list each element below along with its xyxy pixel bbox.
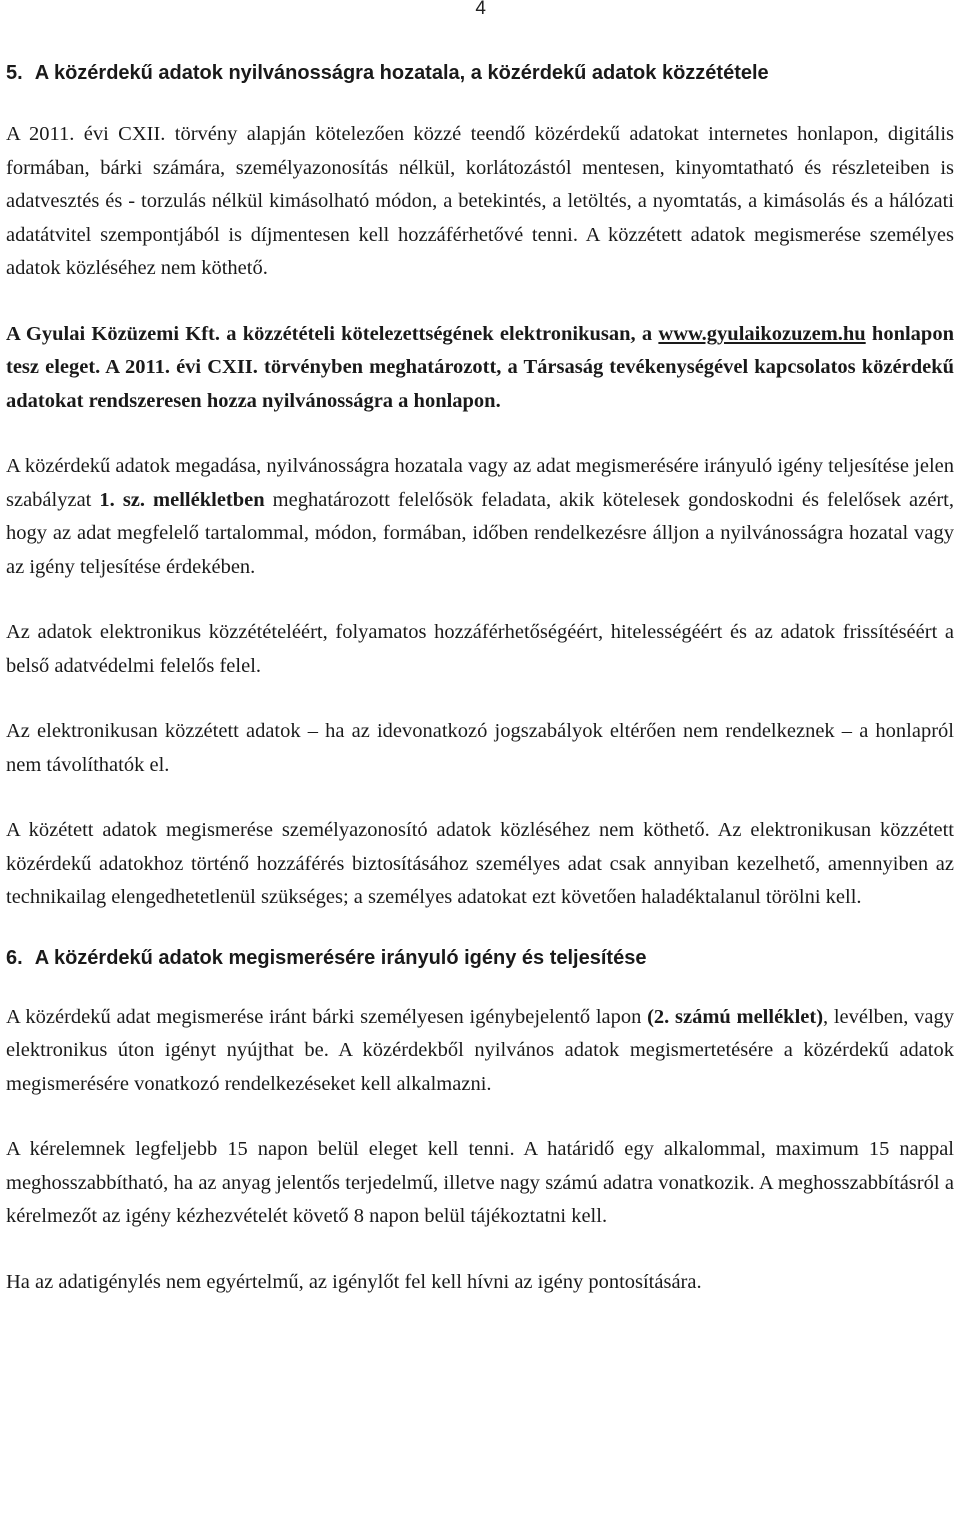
- section-5-number: 5.: [6, 62, 23, 84]
- section-5-paragraph-5: Az elektronikusan közzétett adatok – ha az idevonatkozó jogszabályok eltérően nem rendelkeznek – a honlapról nem távolíthatók el.: [6, 720, 954, 776]
- section-5-paragraph-3: [6, 450, 954, 584]
- p3-text-a: A közérdekű adatok megadása, nyilvánosságra hozatala vagy az adat megismerésére irányuló igény teljesítése jelen szabályzat: [6, 455, 954, 511]
- website-link[interactable]: www.gyulaikozuzem.hu: [658, 322, 866, 345]
- page-number: 4: [475, 0, 486, 19]
- section-6-paragraph-2: A kérelemnek legfeljebb 15 napon belül eleget kell tenni. A határidő egy alkalommal, maximum 15 nappal meghosszabbítható, ha az anyag jelentős terjedelmű, illetve nagy számú adatra vonatkozik. A meghosszabbításról a kérelmezőt az igény kézhezvételét követő 8 napon belül tájékoztatni kell.: [6, 1138, 954, 1227]
- p2-text-before: A Gyulai Közüzemi Kft. a közzétételi kötelezettségének elektronikusan, a: [6, 322, 659, 345]
- section-6-number: 6.: [6, 946, 23, 969]
- section-5-paragraph-4: Az adatok elektronikus közzétételéért, folyamatos hozzáférhetőségéért, hitelességéért és az adatok frissítéséért a belső adatvédelmi felelős felel.: [6, 621, 954, 677]
- section-6-paragraph-1: [6, 1001, 954, 1102]
- s6p1-text-b: , levélben, vagy elektronikus úton igényt nyújthat be. A közérdekből nyilvános adatok megismertetésére a közérdekű adatok megismerésére vonatkozó rendelkezéseket kell alkalmazni.: [6, 1005, 954, 1095]
- section-5-title: A közérdekű adatok nyilvánosságra hozatala, a közérdekű adatok közzététele: [34, 62, 769, 84]
- section-6-heading: [6, 945, 954, 971]
- p3-annex-ref: 1. sz. mellékletben: [99, 488, 265, 511]
- s6p1-annex-ref: (2. számú melléklet): [647, 1005, 824, 1028]
- section-5-paragraph-2: [6, 318, 954, 419]
- p2-text-after: honlapon tesz eleget. A 2011. évi CXII. törvényben meghatározott, a Társaság tevékenységével kapcsolatos közérdekű adatokat rendszeresen hozza nyilvánosságra a honlapon.: [6, 322, 954, 412]
- section-5-paragraph-1: A 2011. évi CXII. törvény alapján kötelezően közzé teendő közérdekű adatokat internetes honlapon, digitális formában, bárki számára, személyazonosítás nélkül, korlátozástól mentesen, kinyomtatható és részleteiben is adatvesztés és - torzulás nélkül kimásolható módon, a betekintés, a letöltés, a nyomtatás, a kimásolás és a hálózati adatátvitel szempontjából is díjmentesen kell hozzáférhetővé tenni. A közzétett adatok megismerése személyes adatok közléséhez nem köthető.: [6, 123, 954, 279]
- section-5-paragraph-6: A közétett adatok megismerése személyazonosító adatok közléséhez nem köthető. Az elektronikusan közzétett közérdekű adatokhoz történő hozzáférés biztosításához személyes adat csak annyiban kezelhető, amennyiben az technikailag elengedhetetlenül szükséges; a személyes adatokat ezt követően haladéktalanul törölni kell.: [6, 819, 954, 908]
- p3-text-b: meghatározott felelősök feladata, akik kötelesek gondoskodni és felelősek azért, hogy az adat megfelelő tartalommal, módon, formában, időben rendelkezésre álljon a nyilvánosságra hozatal vagy az igény teljesítése érdekében.: [6, 488, 954, 578]
- section-5-heading: [6, 60, 954, 86]
- section-6-title: A közérdekű adatok megismerésére irányuló igény és teljesítése: [34, 946, 647, 969]
- section-6-paragraph-3: Ha az adatigénylés nem egyértelmű, az igénylőt fel kell hívni az igény pontosítására.: [6, 1270, 702, 1293]
- document-body: [6, 60, 954, 1299]
- s6p1-text-a: A közérdekű adat megismerése iránt bárki személyesen igénybejelentő lapon: [6, 1005, 648, 1028]
